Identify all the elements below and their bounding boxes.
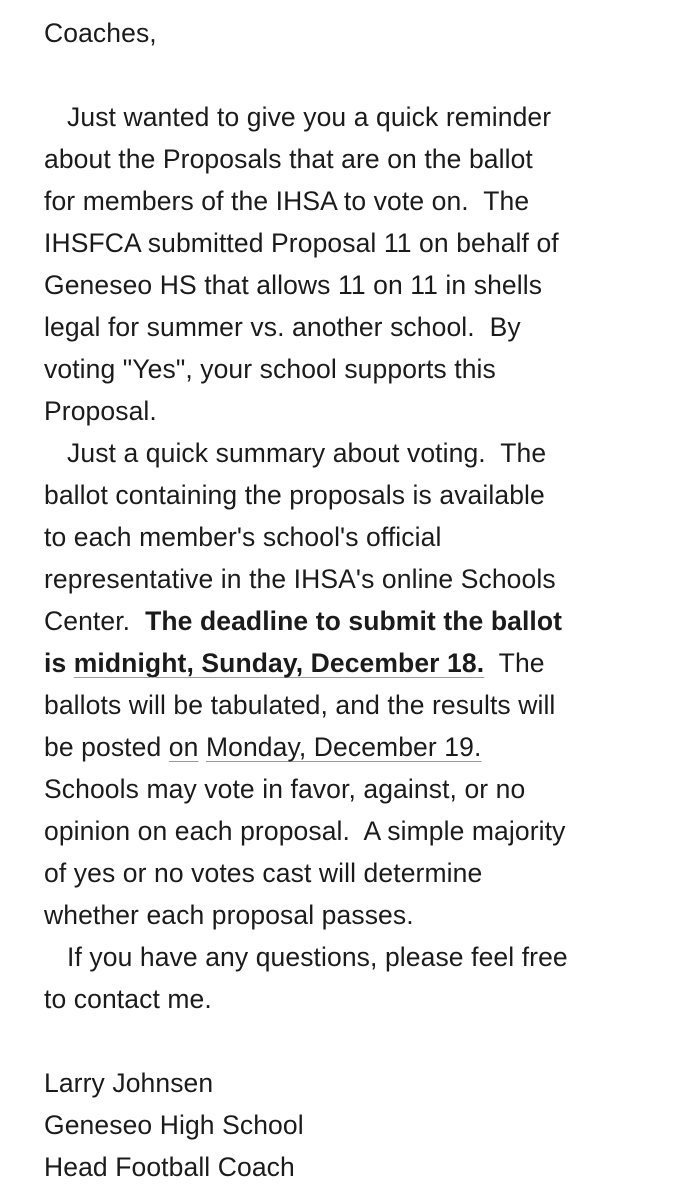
paragraph-line: for members of the IHSA to vote on. The	[44, 186, 530, 216]
salutation: Coaches,	[44, 18, 157, 48]
paragraph-line: ballot containing the proposals is available	[44, 480, 545, 510]
paragraph-line: about the Proposals that are on the ballot	[44, 144, 533, 174]
paragraph-line: IHSFCA submitted Proposal 11 on behalf of	[44, 228, 559, 258]
paragraph-line: legal for summer vs. another school. By	[44, 312, 521, 342]
paragraph-line: to each member's school's official	[44, 522, 442, 552]
line-text: be posted	[44, 732, 169, 762]
paragraph-line: Just wanted to give you a quick reminder	[67, 102, 552, 132]
paragraph-voting-summary	[44, 432, 664, 936]
paragraph-line: representative in the IHSA's online Schools	[44, 564, 556, 594]
paragraph-line: Schools may vote in favor, against, or no	[44, 774, 526, 804]
paragraph-line: Geneseo HS that allows 11 on 11 in shells	[44, 270, 543, 300]
signature-name: Larry Johnsen	[44, 1068, 214, 1098]
line-text: is	[44, 648, 74, 678]
line-text	[198, 732, 205, 762]
period-link[interactable]: .	[473, 732, 482, 762]
paragraph-line	[44, 600, 664, 642]
deadline-date-link[interactable]: Sunday, December 18	[201, 648, 477, 678]
on-link[interactable]: on	[168, 732, 199, 762]
paragraph-line: If you have any questions, please feel free	[67, 942, 568, 972]
paragraph-line	[44, 726, 664, 768]
signature-title: Head Football Coach	[44, 1152, 295, 1182]
comma-link[interactable]: ,	[186, 648, 202, 678]
paragraph-questions	[44, 936, 664, 1020]
midnight-link[interactable]: midnight	[73, 648, 187, 678]
line-text: Center.	[44, 606, 146, 636]
signature-school: Geneseo High School	[44, 1110, 304, 1140]
blank-line	[44, 54, 664, 96]
line-text: The	[484, 648, 545, 678]
signature-block	[44, 1062, 664, 1188]
blank-line	[44, 1020, 664, 1062]
paragraph-reminder	[44, 96, 664, 432]
paragraph-line: Proposal.	[44, 396, 157, 426]
results-date-link[interactable]: Monday, December 19	[205, 732, 474, 762]
period-link[interactable]: .	[476, 648, 485, 678]
paragraph-line: ballots will be tabulated, and the results will	[44, 690, 556, 720]
paragraph-line: voting "Yes", your school supports this	[44, 354, 496, 384]
deadline-bold-text: The deadline to submit the ballot	[145, 606, 563, 636]
paragraph-line: opinion on each proposal. A simple majority	[44, 816, 566, 846]
paragraph-line: whether each proposal passes.	[44, 900, 414, 930]
paragraph-line	[44, 642, 664, 684]
paragraph-line: to contact me.	[44, 984, 212, 1014]
letter-body	[44, 12, 664, 1188]
paragraph-line: of yes or no votes cast will determine	[44, 858, 483, 888]
paragraph-line: Just a quick summary about voting. The	[67, 438, 547, 468]
